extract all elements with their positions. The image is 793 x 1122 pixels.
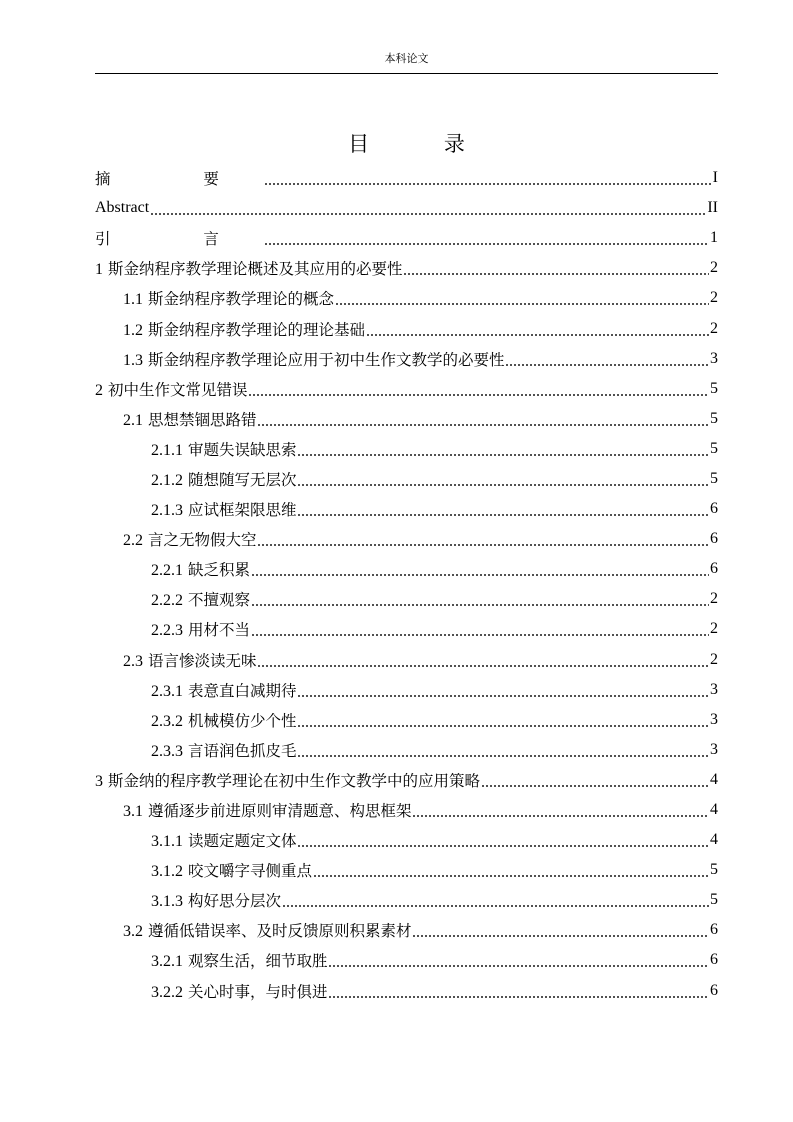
toc-entry-page: 5 xyxy=(710,861,718,879)
toc-entry-text: 缺乏积累 xyxy=(187,561,250,580)
dot-leader xyxy=(328,984,709,998)
toc-entry-page: 1 xyxy=(710,229,718,247)
toc-entry[interactable] xyxy=(95,795,718,825)
toc-entry-number: 3.1.2 xyxy=(151,863,183,881)
toc-entry-label xyxy=(151,438,296,460)
dot-leader xyxy=(297,833,709,847)
toc-entry-text: 随想随写无层次 xyxy=(187,470,297,489)
toc-entry-label xyxy=(151,558,250,580)
toc-entry-number: 3.1.3 xyxy=(151,893,183,911)
toc-entry[interactable] xyxy=(95,193,718,223)
toc-entry[interactable] xyxy=(95,705,718,735)
toc-entry[interactable] xyxy=(95,915,718,945)
toc-entry-number: 2.1.3 xyxy=(151,502,183,520)
toc-entry-number: 3.2.2 xyxy=(151,983,183,1001)
toc-entry[interactable] xyxy=(95,614,718,644)
toc-entry-label xyxy=(151,739,296,761)
toc-entry-page: 2 xyxy=(710,289,718,307)
toc-entry-label xyxy=(123,649,256,671)
toc-entry-text: 遵循逐步前进原则审清题意、构思框架 xyxy=(147,802,412,821)
toc-entry-page: 3 xyxy=(710,710,718,728)
toc-entry[interactable] xyxy=(95,404,718,434)
toc-entry[interactable] xyxy=(95,524,718,554)
toc-entry-number: 3 xyxy=(95,772,103,790)
toc-entry-page: 5 xyxy=(710,891,718,909)
toc-entry[interactable] xyxy=(95,374,718,404)
toc-entry-label xyxy=(123,528,256,550)
toc-entry-label: 引 言 xyxy=(95,230,263,249)
toc-entry-text: 遵循低错误率、及时反馈原则积累素材 xyxy=(147,922,412,941)
dot-leader xyxy=(248,382,709,396)
toc-entry-page: 3 xyxy=(710,680,718,698)
toc-entry-page: 5 xyxy=(710,379,718,397)
dot-leader xyxy=(328,953,709,967)
toc-entry[interactable] xyxy=(95,825,718,855)
toc-entry-page: 5 xyxy=(710,409,718,427)
toc-entry-text: 斯金纳的程序教学理论在初中生作文教学中的应用策略 xyxy=(107,771,480,790)
toc-entry-text: 不擅观察 xyxy=(187,591,250,610)
header-rule xyxy=(95,73,718,74)
toc-entry-label xyxy=(151,498,296,520)
toc-entry-page: 6 xyxy=(710,500,718,518)
toc-entry-number: 2.1.2 xyxy=(151,471,183,489)
toc-entry-label xyxy=(151,889,281,911)
toc-entry-text: 读题定题定文体 xyxy=(187,832,297,851)
toc-entry-text: 观察生活，细节取胜 xyxy=(187,952,328,971)
toc-entry[interactable] xyxy=(95,645,718,675)
toc-entry[interactable] xyxy=(95,765,718,795)
toc-entry-label xyxy=(151,588,250,610)
dot-leader xyxy=(403,261,709,275)
toc-entry[interactable] xyxy=(95,464,718,494)
dot-leader xyxy=(412,803,709,817)
toc-entry-number: 1.2 xyxy=(123,321,143,339)
toc-entry-page: 6 xyxy=(710,560,718,578)
dot-leader xyxy=(282,893,709,907)
dot-leader xyxy=(297,683,709,697)
dot-leader xyxy=(297,713,709,727)
toc-entry-page: 3 xyxy=(710,349,718,367)
toc-entry[interactable] xyxy=(95,675,718,705)
toc-entry-text: 审题失误缺思索 xyxy=(187,440,297,459)
toc-entry-number: 1 xyxy=(95,261,103,279)
toc-entry-page: II xyxy=(707,199,718,217)
toc-entry-label xyxy=(123,408,256,430)
toc-list xyxy=(95,163,718,1006)
toc-entry-text: 咬文嚼字寻侧重点 xyxy=(187,862,312,881)
toc-entry[interactable] xyxy=(95,434,718,464)
toc-entry-text: 斯金纳程序教学理论的概念 xyxy=(147,290,334,309)
running-header: 本科论文 xyxy=(384,52,429,65)
dot-leader xyxy=(412,923,709,937)
toc-title: 目 录 xyxy=(348,132,499,156)
toc-entry-text: 表意直白减期待 xyxy=(187,681,297,700)
toc-entry-number: 2.1 xyxy=(123,411,143,429)
toc-entry-text: 应试框架限思维 xyxy=(187,501,297,520)
dot-leader xyxy=(297,502,709,516)
toc-entry-number: 2.1.1 xyxy=(151,441,183,459)
dot-leader xyxy=(335,291,709,305)
toc-entry-label xyxy=(95,378,247,400)
toc-entry-page: 4 xyxy=(710,770,718,788)
dot-leader xyxy=(366,322,709,336)
toc-entry-number: 2.3.3 xyxy=(151,742,183,760)
toc-entry-page: 5 xyxy=(710,439,718,457)
toc-entry-text: 言语润色抓皮毛 xyxy=(187,741,297,760)
toc-entry-label xyxy=(123,348,504,370)
dot-leader xyxy=(257,653,709,667)
toc-entry-text: 斯金纳程序教学理论概述及其应用的必要性 xyxy=(107,260,403,279)
toc-entry-label: Abstract xyxy=(95,199,150,217)
toc-entry-label xyxy=(151,618,250,640)
toc-entry[interactable] xyxy=(95,313,718,343)
toc-entry-page: 5 xyxy=(710,469,718,487)
toc-entry-page: 6 xyxy=(710,951,718,969)
toc-entry-number: 3.2 xyxy=(123,923,143,941)
dot-leader xyxy=(264,171,712,185)
toc-entry-number: 2.3.2 xyxy=(151,712,183,730)
toc-entry-text: 斯金纳程序教学理论的理论基础 xyxy=(147,320,365,339)
toc-entry-text: 用材不当 xyxy=(187,621,250,640)
toc-entry[interactable] xyxy=(95,855,718,885)
toc-entry-number: 1.3 xyxy=(123,351,143,369)
toc-entry[interactable] xyxy=(95,584,718,614)
toc-entry-page: 2 xyxy=(710,620,718,638)
toc-entry-page: 2 xyxy=(710,650,718,668)
toc-entry-page: 4 xyxy=(710,831,718,849)
toc-entry-label xyxy=(123,287,334,309)
toc-entry-text: 语言惨淡读无味 xyxy=(147,651,257,670)
toc-entry-number: 2.3.1 xyxy=(151,682,183,700)
toc-entry[interactable] xyxy=(95,163,718,193)
toc-entry-number: 2.2 xyxy=(123,532,143,550)
toc-entry-text: 关心时事，与时俱进 xyxy=(187,982,328,1001)
dot-leader xyxy=(257,412,709,426)
toc-entry-page: I xyxy=(712,169,718,187)
toc-entry-label xyxy=(151,709,296,731)
toc-entry-page: 2 xyxy=(710,319,718,337)
toc-entry-page: 6 xyxy=(710,981,718,999)
toc-entry-page: 6 xyxy=(710,921,718,939)
dot-leader xyxy=(150,201,706,215)
dot-leader xyxy=(264,231,709,245)
toc-entry-text: 斯金纳程序教学理论应用于初中生作文教学的必要性 xyxy=(147,350,505,369)
toc-entry-number: 3.1.1 xyxy=(151,833,183,851)
toc-entry[interactable] xyxy=(95,885,718,915)
toc-entry[interactable] xyxy=(95,976,718,1006)
dot-leader xyxy=(505,352,709,366)
dot-leader xyxy=(257,532,709,546)
toc-entry-page: 6 xyxy=(710,530,718,548)
toc-entry[interactable] xyxy=(95,283,718,313)
toc-entry-page: 3 xyxy=(710,740,718,758)
toc-entry-text: 初中生作文常见错误 xyxy=(107,380,248,399)
toc-entry-label xyxy=(151,829,296,851)
toc-entry-label xyxy=(95,257,402,279)
dot-leader xyxy=(313,863,709,877)
dot-leader xyxy=(297,442,709,456)
toc-entry[interactable] xyxy=(95,223,718,253)
toc-entry-number: 2.3 xyxy=(123,652,143,670)
toc-entry-number: 2.2.2 xyxy=(151,592,183,610)
toc-entry[interactable] xyxy=(95,344,718,374)
dot-leader xyxy=(481,773,709,787)
toc-entry-text: 言之无物假大空 xyxy=(147,531,257,550)
toc-entry-label xyxy=(95,769,480,791)
toc-entry-page: 2 xyxy=(710,590,718,608)
toc-entry-label xyxy=(123,919,411,941)
toc-entry-label xyxy=(123,799,411,821)
dot-leader xyxy=(297,743,709,757)
toc-entry-number: 1.1 xyxy=(123,291,143,309)
dot-leader xyxy=(297,472,709,486)
toc-entry-text: 构好思分层次 xyxy=(187,892,281,911)
toc-entry-page: 2 xyxy=(710,259,718,277)
dot-leader xyxy=(251,592,709,606)
toc-entry-number: 2.2.1 xyxy=(151,562,183,580)
toc-entry-number: 3.2.1 xyxy=(151,953,183,971)
dot-leader xyxy=(251,562,709,576)
toc-entry[interactable] xyxy=(95,554,718,584)
toc-entry[interactable] xyxy=(95,494,718,524)
toc-entry-label xyxy=(123,318,365,340)
toc-entry-label xyxy=(151,949,327,971)
toc-entry-page: 4 xyxy=(710,801,718,819)
toc-entry[interactable] xyxy=(95,735,718,765)
toc-entry-text: 机械模仿少个性 xyxy=(187,711,297,730)
toc-entry-label: 摘 要 xyxy=(95,170,263,189)
toc-entry-label xyxy=(151,468,296,490)
toc-entry-label xyxy=(151,859,312,881)
dot-leader xyxy=(251,622,709,636)
toc-entry[interactable] xyxy=(95,945,718,975)
toc-entry-number: 2.2.3 xyxy=(151,622,183,640)
toc-entry-number: 2 xyxy=(95,381,103,399)
toc-entry-label xyxy=(151,679,296,701)
toc-entry-label xyxy=(151,980,327,1002)
toc-entry-number: 3.1 xyxy=(123,803,143,821)
toc-entry-text: 思想禁锢思路错 xyxy=(147,410,257,429)
toc-entry[interactable] xyxy=(95,253,718,283)
